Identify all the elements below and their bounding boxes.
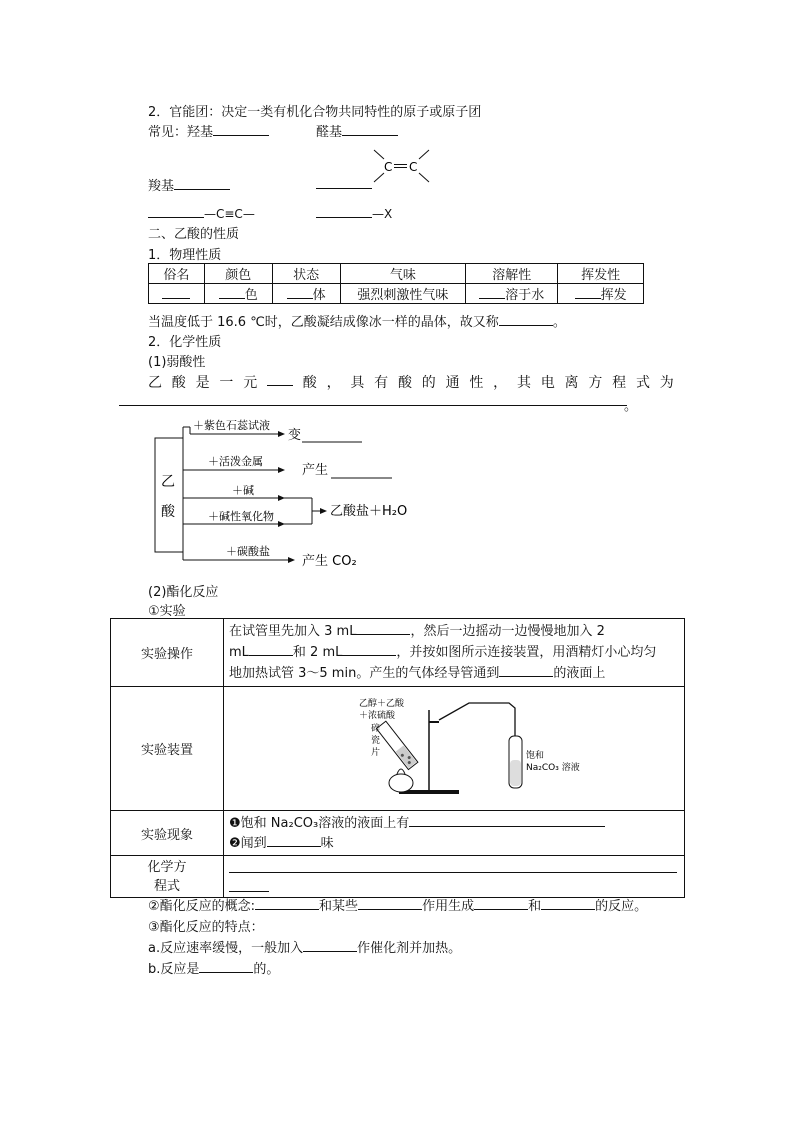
phenomenon-cell: ❶饱和 Na₂CO₃溶液的液面上有 ❷闻到 味 <box>224 811 685 856</box>
branch-litmus: ＋紫色石蕊试液 <box>193 419 270 432</box>
freeze-line <box>148 311 566 330</box>
reagent-label-2: ＋浓硫酸 <box>359 710 396 721</box>
table-row <box>111 619 685 687</box>
chip-label-3: 片 <box>371 747 381 758</box>
table-cell: 强烈刺激性气味 <box>340 284 466 304</box>
hydroxyl-blank <box>213 122 269 136</box>
common-groups-line <box>148 121 269 140</box>
chemical-title: 2．化学性质 <box>148 335 222 350</box>
branch-carbonate: ＋碳酸盐 <box>226 545 270 558</box>
chip-label-1: 碎 <box>371 723 381 734</box>
esterification-apparatus-icon <box>359 690 580 808</box>
table-cell: 溶于水 <box>466 284 558 304</box>
table-cell: 体 <box>272 284 340 304</box>
halide-label: —X <box>372 207 393 221</box>
hydroxyl-label: 常见：羟基 <box>148 125 214 140</box>
op-cell: 在试管里先加入 3 mL ，然后一边摇动一边慢慢地加入 2 mL 和 2 mL ，并按如图所示连接装置，用酒精灯小心均匀 地加热试管 3～5 min。产生的气体经导管通到 的液面上 <box>224 619 685 687</box>
acetic-acid-reaction-diagram <box>150 414 440 574</box>
feature-a-line: a.反应速率缓慢，一般加入 作催化剂并加热。 <box>148 937 461 956</box>
section-title: 2．官能团：决定一类有机化合物共同特性的原子或原子团 <box>148 105 482 120</box>
freeze-text: 当温度低于 16.6 ℃时，乙酸凝结成像冰一样的晶体，故又称 <box>148 315 499 330</box>
alkyne-line <box>148 204 255 222</box>
branch-base: ＋碱 <box>232 484 254 497</box>
alkyne-label: —C≡C— <box>204 207 255 221</box>
header-cell: 挥发性 <box>558 264 644 284</box>
result-metal: 产生 <box>302 463 329 478</box>
halide-blank <box>316 204 372 218</box>
device-cell <box>224 687 685 811</box>
aldehyde-label: 醛基 <box>316 125 343 140</box>
header-cell: 气味 <box>340 264 466 284</box>
equation-cell <box>224 856 685 898</box>
saturated-label-1: 饱和 <box>526 750 545 761</box>
freeze-blank <box>499 312 553 326</box>
weak-acid-title: (1)弱酸性 <box>148 355 206 370</box>
physical-properties-table <box>148 263 644 304</box>
feature-b-line: b.反应是 的。 <box>148 958 279 977</box>
saturated-label-2: Na₂CO₃ 溶液 <box>526 762 580 773</box>
alkene-structure-icon <box>370 146 434 188</box>
part-title: 二、乙酸的性质 <box>148 227 240 242</box>
table-row <box>111 687 685 811</box>
table-row <box>149 284 644 304</box>
header-cell: 颜色 <box>204 264 272 284</box>
halide-line <box>316 204 392 222</box>
result-salt: 乙酸盐＋H₂O <box>330 504 408 519</box>
ionization-blank <box>119 394 627 406</box>
table-row <box>111 856 685 898</box>
freeze-end: 。 <box>552 315 566 330</box>
feature-title: ③酯化反应的特点： <box>148 920 264 935</box>
subject-suan: 酸 <box>161 504 175 520</box>
chip-label-2: 瓷 <box>371 735 381 746</box>
subject-yi: 乙 <box>161 474 175 490</box>
equation-header: 化学方 程式 <box>111 856 224 898</box>
carboxyl-line <box>148 175 230 194</box>
phenomenon-header: 实验现象 <box>111 811 224 856</box>
alkene-blank <box>316 175 372 189</box>
aldehyde-line <box>316 121 398 140</box>
carboxyl-blank <box>174 176 230 190</box>
aldehyde-blank <box>342 122 398 136</box>
table-cell: 挥发 <box>558 284 644 304</box>
carboxyl-label: 羧基 <box>148 179 175 194</box>
table-header-row <box>149 264 644 284</box>
header-cell: 状态 <box>272 264 340 284</box>
alkene-line <box>316 175 372 193</box>
weak-acid-sentence: 乙 酸 是 一 元 酸 ， 具 有 酸 的 通 性 ， 其 电 离 方 程 式 为 <box>148 372 674 392</box>
concept-line: ②酯化反应的概念: 和某些 作用生成 和 的反应。 <box>148 895 647 914</box>
ester-title: (2)酯化反应 <box>148 585 219 600</box>
alkene-c-left: C <box>384 160 393 174</box>
device-header: 实验装置 <box>111 687 224 811</box>
table-cell <box>149 284 205 304</box>
branch-metal: ＋活泼金属 <box>208 455 263 468</box>
result-litmus: 变 <box>288 428 302 443</box>
physical-title: 1．物理性质 <box>148 248 222 263</box>
reagent-label-1: 乙醇＋乙酸 <box>359 698 405 709</box>
experiment-title: ①实验 <box>148 604 186 619</box>
table-row <box>111 811 685 856</box>
op-header: 实验操作 <box>111 619 224 687</box>
table-cell: 色 <box>204 284 272 304</box>
experiment-table <box>110 618 685 898</box>
header-cell: 俗名 <box>149 264 205 284</box>
ionization-end: 。 <box>624 399 638 414</box>
branch-basic-oxide: ＋碱性氧化物 <box>208 510 274 523</box>
alkene-c-right: C <box>409 160 418 174</box>
header-cell: 溶解性 <box>466 264 558 284</box>
alkyne-blank <box>148 204 204 218</box>
result-co2: 产生 CO₂ <box>302 554 357 569</box>
